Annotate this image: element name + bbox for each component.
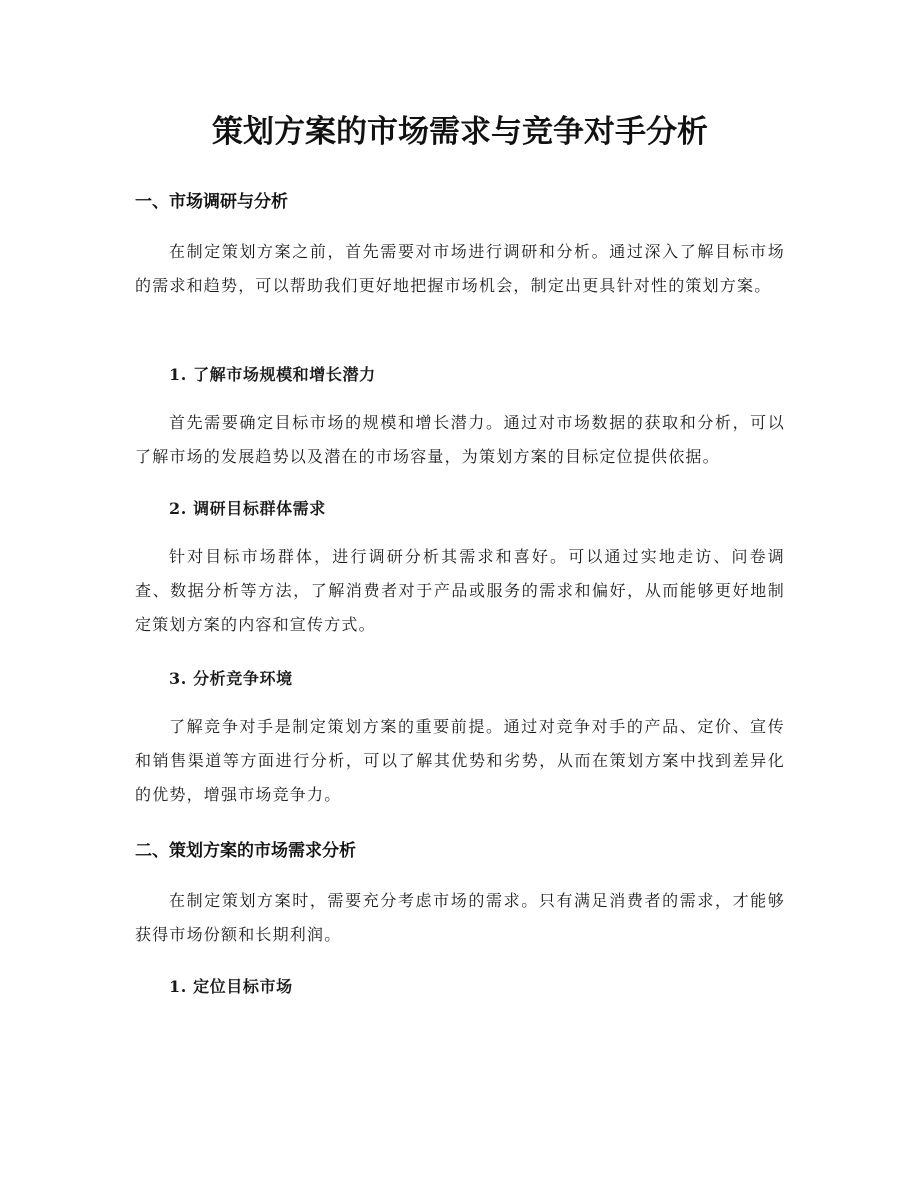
section-1-item-3-heading: 3. 分析竞争环境 xyxy=(169,669,293,688)
section-1-item-2-heading: 2. 调研目标群体需求 xyxy=(169,499,326,518)
section-1-item-2-body: 针对目标市场群体，进行调研分析其需求和喜好。可以通过实地走访、问卷调查、数据分析等方法，了解消费者对于产品或服务的需求和偏好，从而能够更好地制定策划方案的内容和宣传方式。 xyxy=(135,547,785,634)
section-1-item-1-body: 首先需要确定目标市场的规模和增长潜力。通过对市场数据的获取和分析，可以了解市场的发展趋势以及潜在的市场容量，为策划方案的目标定位提供依据。 xyxy=(135,413,785,466)
section-1-item-1-heading: 1. 了解市场规模和增长潜力 xyxy=(169,365,376,384)
section-2-item-1-heading: 1. 定位目标市场 xyxy=(169,977,293,996)
section-heading-2: 二、策划方案的市场需求分析 xyxy=(135,841,356,861)
section-2-intro: 在制定策划方案时，需要充分考虑市场的需求。只有满足消费者的需求，才能够获得市场份额和长期利润。 xyxy=(135,891,785,944)
document-title: 策划方案的市场需求与竞争对手分析 xyxy=(212,114,708,150)
section-1-intro: 在制定策划方案之前，首先需要对市场进行调研和分析。通过深入了解目标市场的需求和趋势，可以帮助我们更好地把握市场机会，制定出更具针对性的策划方案。 xyxy=(135,242,785,295)
section-1-item-3-body: 了解竞争对手是制定策划方案的重要前提。通过对竞争对手的产品、定价、宣传和销售渠道等方面进行分析，可以了解其优势和劣势，从而在策划方案中找到差异化的优势，增强市场竞争力。 xyxy=(135,717,785,804)
section-heading-1: 一、市场调研与分析 xyxy=(135,192,288,212)
